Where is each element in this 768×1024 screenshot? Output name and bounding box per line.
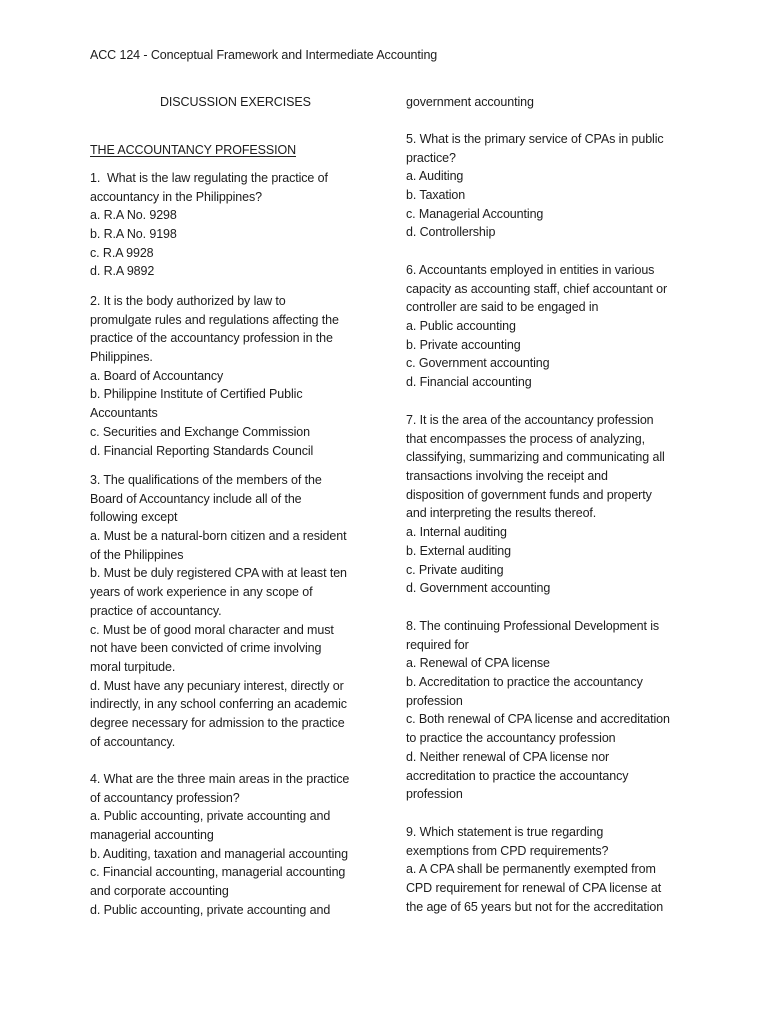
answer-option-line: a. Internal auditing [406, 525, 507, 540]
answer-option-line: b. Taxation [406, 188, 466, 203]
answer-option-line: a. Public accounting, private accounting and [90, 809, 331, 824]
answer-option-line: profession [406, 693, 463, 708]
answer-option-line: b. Accreditation to practice the accountancy [406, 675, 643, 690]
answer-option-line: profession [406, 787, 463, 802]
answer-option-a [406, 654, 670, 673]
answer-option-line: d. Controllership [406, 225, 496, 240]
answer-option-line: d. Neither renewal of CPA license nor [406, 749, 610, 764]
answer-option-c [90, 863, 349, 900]
question-5 [406, 130, 664, 242]
answer-option-line: a. A CPA shall be permanently exempted from [406, 862, 656, 877]
answer-option-line: d. R.A 9892 [90, 264, 155, 279]
answer-option-b [90, 385, 339, 422]
answer-option-c [406, 710, 670, 747]
answer-option-line: indirectly, in any school conferring an academic [90, 697, 347, 712]
question-stem-line: exemptions from CPD requirements? [406, 843, 609, 858]
answer-option-line: a. Must be a natural-born citizen and a resident [90, 529, 347, 544]
answer-option-a [90, 367, 339, 386]
answer-option-line: c. Government accounting [406, 356, 550, 371]
question-stem-line: 2. It is the body authorized by law to [90, 294, 286, 308]
answer-option-line: c. Must be of good moral character and must [90, 622, 334, 637]
question-6 [406, 261, 667, 392]
answer-option-line: moral turpitude. [90, 659, 176, 674]
answer-option-line: the age of 65 years but not for the accreditation [406, 899, 664, 914]
question-stem-line: 6. Accountants employed in entities in various [406, 263, 655, 277]
answer-option-line: c. Managerial Accounting [406, 206, 544, 221]
question-4 [90, 770, 349, 920]
course-title-header: ACC 124 - Conceptual Framework and Intermediate Accounting [90, 48, 438, 62]
section-heading: DISCUSSION EXERCISES [160, 95, 311, 109]
answer-option-b [406, 673, 670, 710]
answer-option-line: b. Auditing, taxation and managerial accounting [90, 846, 348, 861]
question-3 [90, 471, 347, 751]
question-stem-line: 3. The qualifications of the members of the [90, 473, 322, 487]
question-stem-line: that encompasses the process of analyzing, [406, 431, 645, 446]
answer-option-line: d. Must have any pecuniary interest, directly or [90, 678, 344, 693]
answer-option-a [406, 523, 665, 542]
question-2 [90, 292, 339, 460]
answer-option-d [406, 579, 665, 598]
answer-option-d [406, 748, 670, 804]
question-stem-line: 7. It is the area of the accountancy profession [406, 413, 654, 427]
question-stem-line: following except [90, 510, 178, 525]
question-stem-line: of accountancy profession? [90, 790, 240, 805]
answer-option-c [406, 561, 665, 580]
answer-option-line: d. Financial accounting [406, 375, 532, 390]
answer-option-line: and corporate accounting [90, 884, 229, 899]
answer-option-line: degree necessary for admission to the practice [90, 715, 345, 730]
question-stem-line: promulgate rules and regulations affecting the [90, 312, 339, 327]
answer-option-b [406, 336, 667, 355]
answer-option-line: c. Private auditing [406, 562, 504, 577]
answer-option-line: to practice the accountancy profession [406, 731, 616, 746]
question-stem-line: Philippines. [90, 350, 153, 365]
answer-option-line: a. R.A No. 9298 [90, 208, 177, 223]
question-stem-line: disposition of government funds and property [406, 487, 652, 502]
answer-option-line-continued: government accounting [406, 95, 534, 109]
answer-option-line: managerial accounting [90, 828, 214, 843]
question-stem-line: required for [406, 637, 469, 652]
question-9 [406, 823, 663, 916]
question-stem-line: controller are said to be engaged in [406, 300, 599, 315]
question-stem-line: 1. What is the law regulating the practice of [90, 171, 328, 185]
answer-option-line: c. R.A 9928 [90, 245, 154, 260]
answer-option-d [90, 442, 339, 461]
answer-option-d [406, 373, 667, 392]
answer-option-line: Accountants [90, 406, 158, 421]
answer-option-line: a. Auditing [406, 169, 464, 184]
answer-option-a [90, 206, 328, 225]
question-7 [406, 411, 665, 598]
answer-option-line: years of work experience in any scope of [90, 585, 313, 600]
answer-option-a [90, 527, 347, 564]
answer-option-line: c. Securities and Exchange Commission [90, 424, 311, 439]
question-stem-line: and interpreting the results thereof. [406, 506, 597, 521]
answer-option-c [90, 244, 328, 263]
answer-option-c [406, 354, 667, 373]
answer-option-c [90, 423, 339, 442]
question-1 [90, 169, 328, 281]
question-stem-line: capacity as accounting staff, chief accountant or [406, 281, 668, 296]
answer-option-line: c. Financial accounting, managerial accounting [90, 865, 346, 880]
answer-option-c [406, 205, 664, 224]
question-stem-line: 4. What are the three main areas in the practice [90, 772, 350, 786]
topic-heading: THE ACCOUNTANCY PROFESSION [90, 143, 296, 157]
answer-option-b [90, 225, 328, 244]
question-stem-line: practice? [406, 150, 456, 165]
answer-option-c [90, 621, 347, 677]
answer-option-a [406, 317, 667, 336]
answer-option-b [406, 542, 665, 561]
question-stem-line: 5. What is the primary service of CPAs in public [406, 132, 664, 146]
answer-option-line: b. Must be duly registered CPA with at least ten [90, 566, 347, 581]
answer-option-b [90, 564, 347, 620]
answer-option-line: of accountancy. [90, 734, 176, 749]
answer-option-line: b. Private accounting [406, 337, 521, 352]
answer-option-line: practice of accountancy. [90, 603, 222, 618]
answer-option-line: of the Philippines [90, 547, 184, 562]
answer-option-line: c. Both renewal of CPA license and accreditation [406, 712, 670, 727]
question-8 [406, 617, 670, 804]
answer-option-line: d. Financial Reporting Standards Council [90, 443, 314, 458]
answer-option-d [406, 223, 664, 242]
answer-option-a [90, 807, 349, 844]
answer-option-line: d. Public accounting, private accounting and [90, 902, 331, 917]
answer-option-line: a. Board of Accountancy [90, 368, 224, 383]
answer-option-line: a. Public accounting [406, 319, 516, 334]
question-stem-line: classifying, summarizing and communicating all [406, 450, 665, 465]
answer-option-line: CPD requirement for renewal of CPA license at [406, 881, 662, 896]
answer-option-d [90, 262, 328, 281]
question-stem-line: 9. Which statement is true regarding [406, 825, 604, 839]
question-stem-line: practice of the accountancy profession in the [90, 331, 333, 346]
answer-option-line: a. Renewal of CPA license [406, 656, 550, 671]
answer-option-d [90, 901, 349, 920]
question-stem-line: 8. The continuing Professional Development is [406, 619, 660, 633]
question-stem-line: accountancy in the Philippines? [90, 189, 263, 204]
question-stem-line: Board of Accountancy include all of the [90, 491, 302, 506]
answer-option-line: accreditation to practice the accountancy [406, 768, 629, 783]
question-stem-line: transactions involving the receipt and [406, 469, 608, 484]
answer-option-b [90, 845, 349, 864]
answer-option-line: d. Government accounting [406, 581, 551, 596]
answer-option-line: b. R.A No. 9198 [90, 227, 177, 242]
answer-option-line: not have been convicted of crime involving [90, 641, 322, 656]
answer-option-d [90, 677, 347, 752]
answer-option-a [406, 167, 664, 186]
answer-option-b [406, 186, 664, 205]
answer-option-line: b. External auditing [406, 543, 512, 558]
answer-option-line: b. Philippine Institute of Certified Public [90, 387, 303, 402]
answer-option-a [406, 860, 663, 916]
